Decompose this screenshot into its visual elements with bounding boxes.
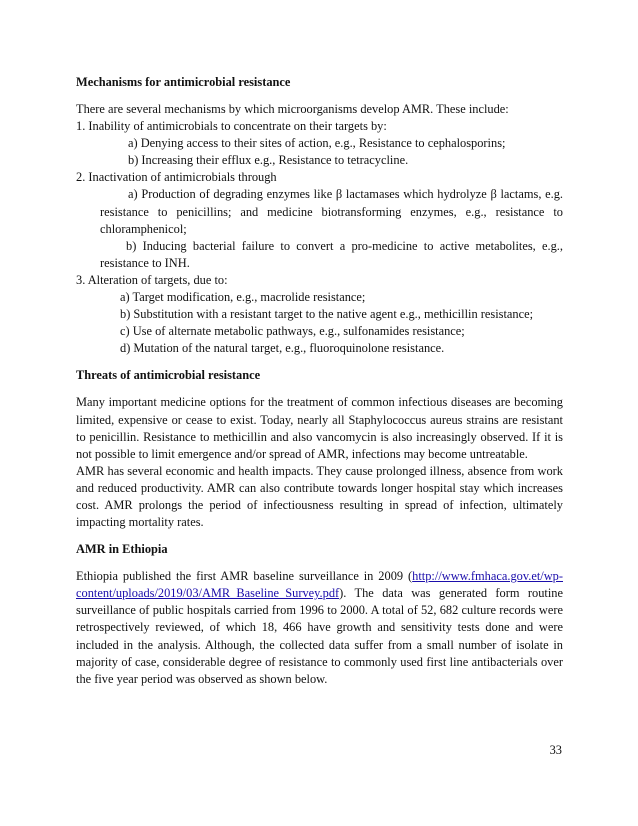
item-2-label: 2. Inactivation of antimicrobials through (76, 170, 277, 185)
ethiopia-paragraph-start: Ethiopia published the first AMR baseline surveillance in 2009 ( (76, 569, 413, 584)
item-2-sub-a: a) Production of degrading enzymes like β lactamases which hydrolyze β lactams, e.g. resistance to penicillins; and medicine biotransforming enzymes, e.g., resistance to chloramphenicol; (100, 187, 563, 236)
item-3-sub-d: d) Mutation of the natural target, e.g., fluoroquinolone resistance. (120, 341, 445, 356)
item-3-sub-c: c) Use of alternate metabolic pathways, e.g., sulfonamides resistance; (120, 324, 465, 339)
heading-threats: Threats of antimicrobial resistance (76, 368, 261, 383)
item-1-sub-b: b) Increasing their efflux e.g., Resistance to tetracycline. (128, 153, 409, 168)
item-3-sub-a: a) Target modification, e.g., macrolide resistance; (120, 290, 366, 305)
baseline-survey-link[interactable]: http://www.fmhaca.gov.et/wp-content/uploads/2019/03/AMR_Baseline_Survey.pdf (76, 569, 563, 601)
item-3-label: 3. Alteration of targets, due to: (76, 272, 228, 287)
item-1-sub-a: a) Denying access to their sites of action, e.g., Resistance to cephalosporins; (128, 136, 506, 151)
item-2-sub-b: b) Inducing bacterial failure to convert a pro-medicine to active metabolites, e.g., resistance to INH. (100, 238, 563, 270)
text-column (76, 74, 563, 688)
threats-paragraph-1: Many important medicine options for the treatment of common infectious diseases are becoming limited, expensive or cease to exist. Today, nearly all Staphylococcus aureus strains are resistant to penicillin. Resistance to methicillin and also vancomycin is also increasingly observed. If it is not possible to limit emergence and/or spread of AMR, infections may become untreatable. (76, 395, 563, 461)
ethiopia-paragraph (76, 568, 563, 688)
ethiopia-paragraph-rest: ). The data was generated form routine surveillance of public hospitals carried from 1996 to 2000. A total of 52, 682 culture records were retrospectively reviewed, of which 18, 466 have growth and sensitivity tests done and were included in the analysis. Although, the collected data suffer from a small number of isolate in majority of case, considerable degree of resistance to commonly used first line antibacterials over the five year period was observed as shown below. (76, 586, 563, 686)
heading-amr-ethiopia: AMR in Ethiopia (76, 542, 168, 557)
mechanisms-intro: There are several mechanisms by which microorganisms develop AMR. These include: (76, 102, 509, 116)
item-3-sub-b: b) Substitution with a resistant target to the native agent e.g., methicillin resistance; (120, 307, 534, 322)
page-number: 33 (549, 743, 562, 757)
heading-mechanisms: Mechanisms for antimicrobial resistance (76, 75, 291, 89)
threats-paragraph-2: AMR has several economic and health impacts. They cause prolonged illness, absence from work and reduced productivity. AMR can also contribute towards longer hospital stay which increases cost. AMR prolongs the period of infectiousness resulting in spread of infection, ultimately impacting mortality rates. (76, 463, 563, 530)
item-1-label: 1. Inability of antimicrobials to concentrate on their targets by: (76, 119, 387, 134)
